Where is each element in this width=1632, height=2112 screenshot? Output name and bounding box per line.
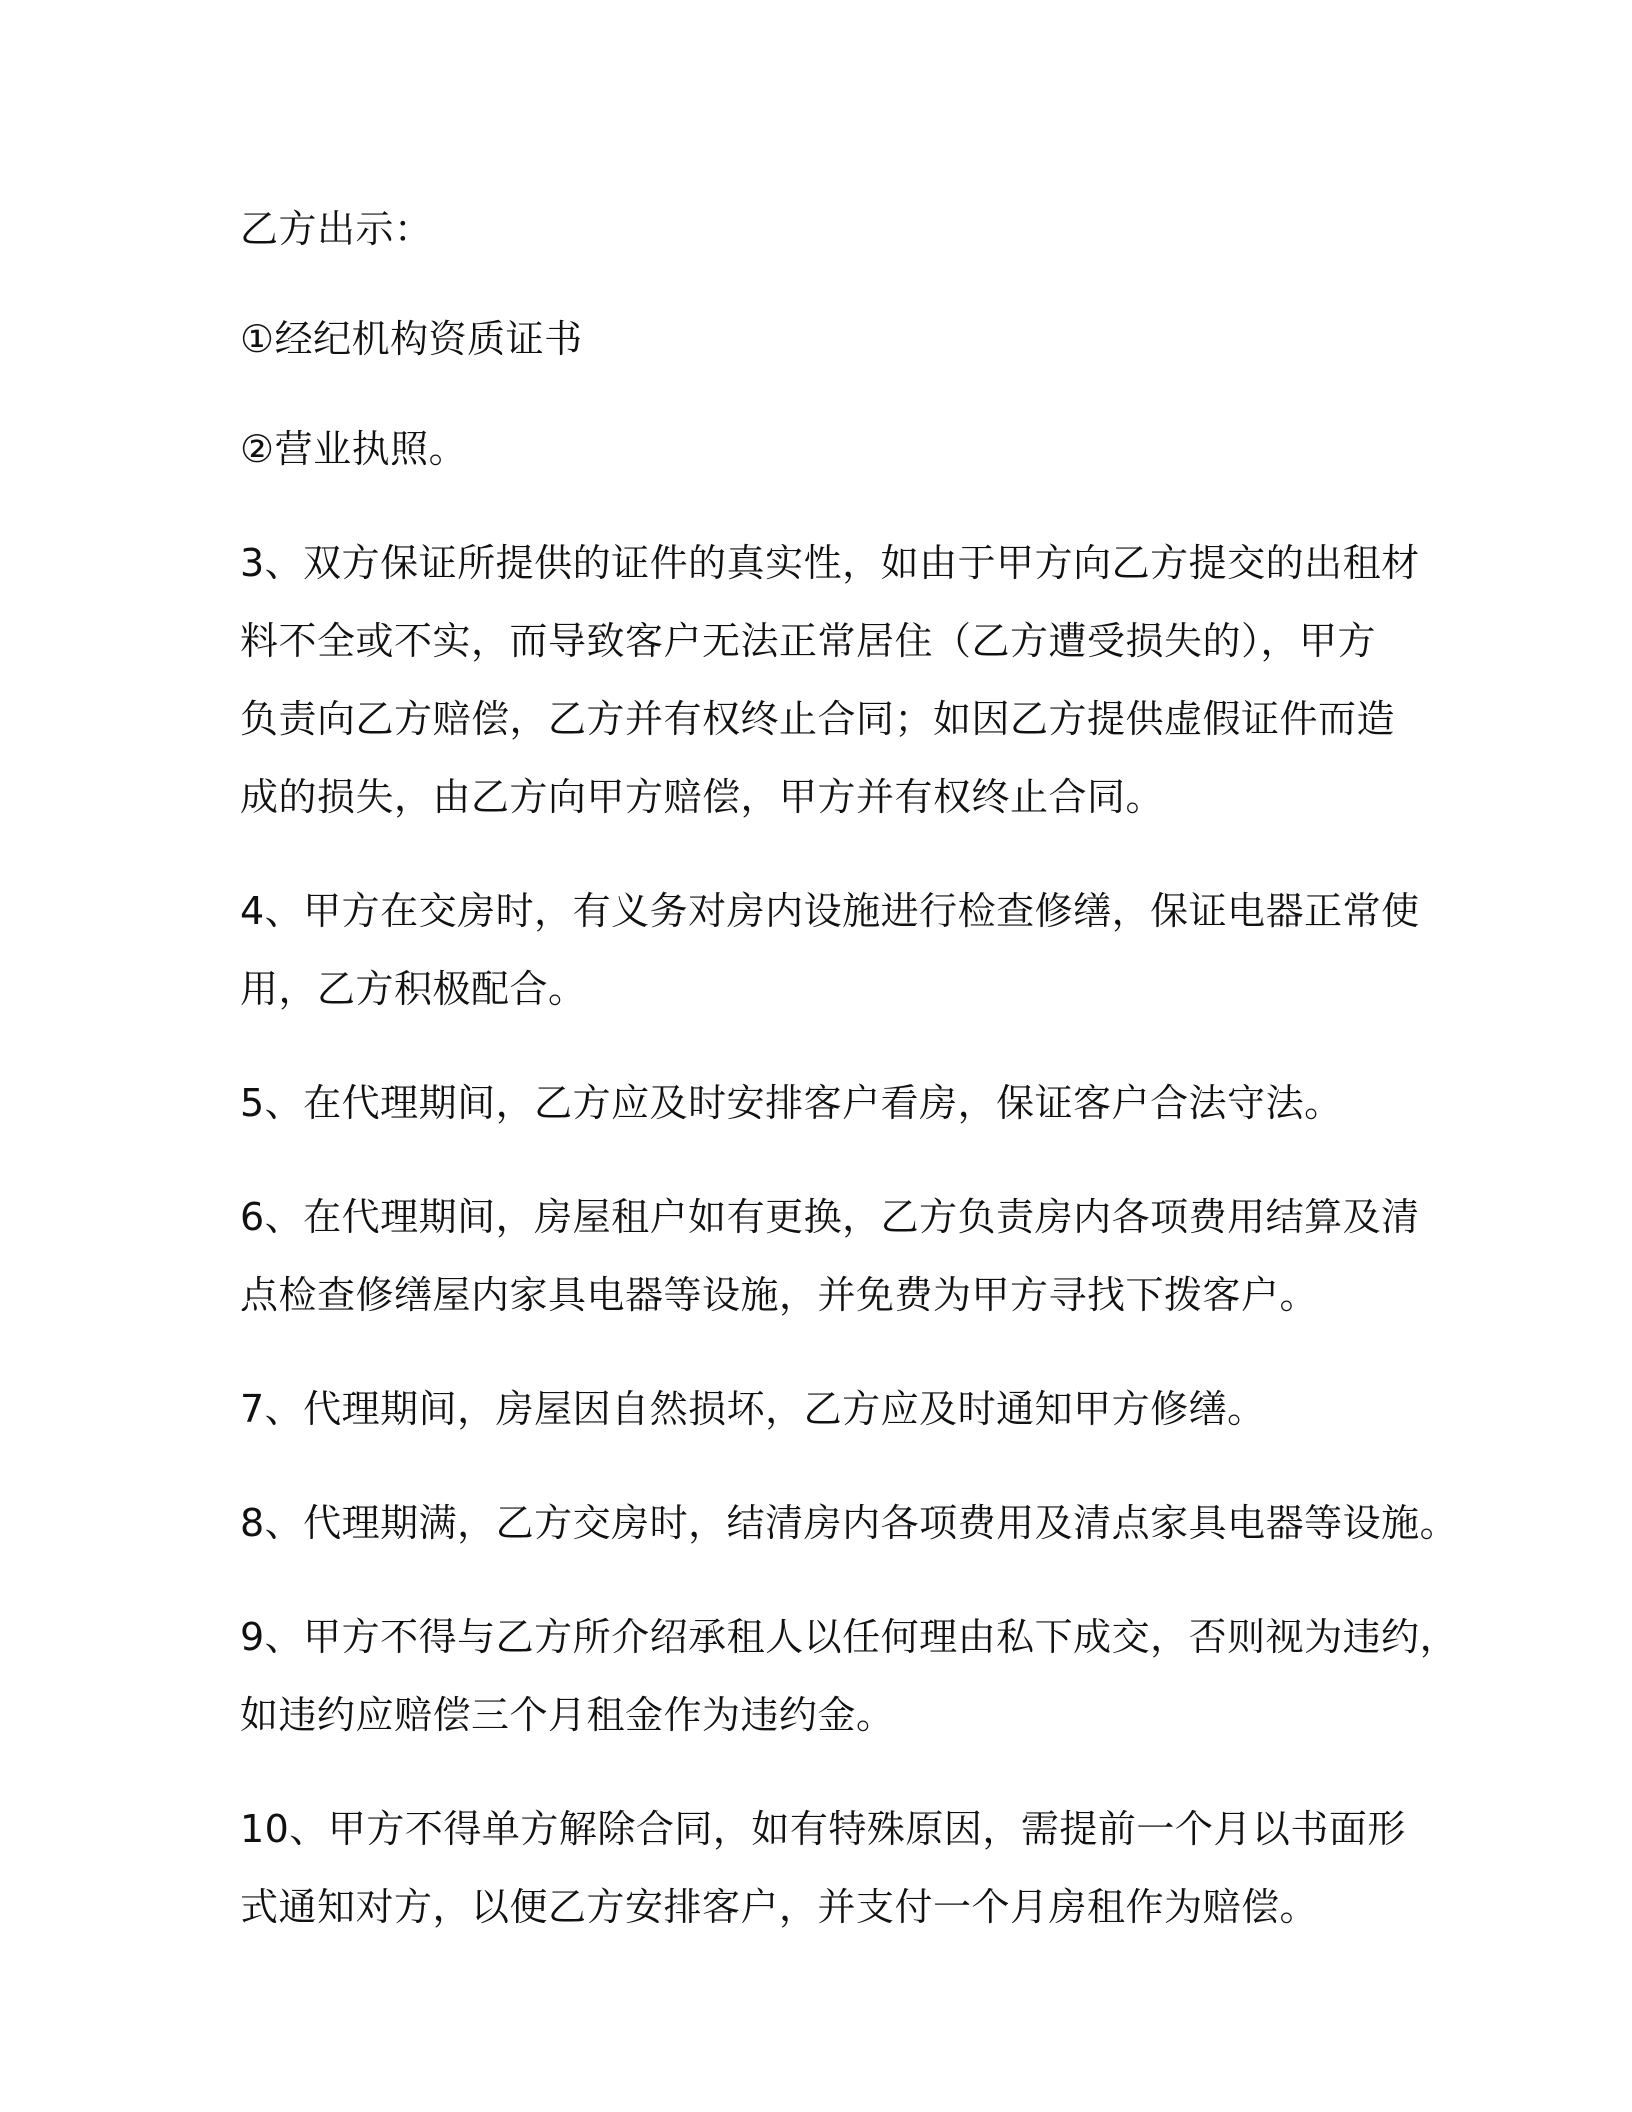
text-line: 点检查修缮屋内家具电器等设施，并免费为甲方寻找下拨客户。	[240, 1273, 1319, 1317]
paragraph-item-1	[240, 300, 1440, 378]
text-line: 用，乙方积极配合。	[240, 967, 587, 1011]
text-line: 10、甲方不得单方解除合同，如有特殊原因，需提前一个月以书面形	[240, 1807, 1406, 1851]
clause-10	[240, 1790, 1440, 1946]
text-line: 式通知对方，以便乙方安排客户，并支付一个月房租作为赔偿。	[240, 1885, 1319, 1929]
clause-9	[240, 1598, 1459, 1754]
text-line: 料不全或不实，而导致客户无法正常居住（乙方遭受损失的），甲方	[240, 619, 1377, 663]
text-line: ①经纪机构资质证书	[240, 317, 583, 361]
text-line: 成的损失，由乙方向甲方赔偿，甲方并有权终止合同。	[240, 775, 1165, 819]
text-line: ②营业执照。	[240, 427, 468, 471]
clause-4	[240, 872, 1440, 1028]
text-line: 负责向乙方赔偿，乙方并有权终止合同；如因乙方提供虚假证件而造	[240, 697, 1396, 741]
text-line: 9、甲方不得与乙方所介绍承租人以任何理由私下成交，否则视为违约，	[240, 1615, 1459, 1659]
clause-7	[240, 1370, 1440, 1448]
text-line: 7、代理期间，房屋因自然损坏，乙方应及时通知甲方修缮。	[240, 1387, 1266, 1431]
clause-8	[240, 1484, 1459, 1562]
text-line: 3、双方保证所提供的证件的真实性，如由于甲方向乙方提交的出租材	[240, 541, 1420, 585]
text-line: 如违约应赔偿三个月租金作为违约金。	[240, 1693, 895, 1737]
text-line: 乙方出示：	[240, 207, 433, 251]
clause-5	[240, 1064, 1440, 1142]
text-line: 5、在代理期间，乙方应及时安排客户看房，保证客户合法守法。	[240, 1081, 1343, 1125]
text-line: 4、甲方在交房时，有义务对房内设施进行检查修缮，保证电器正常使	[240, 889, 1420, 933]
clause-6	[240, 1178, 1440, 1334]
text-line: 6、在代理期间，房屋租户如有更换，乙方负责房内各项费用结算及清	[240, 1195, 1420, 1239]
paragraph-presentation-heading	[240, 190, 1440, 268]
text-line: 8、代理期满，乙方交房时，结清房内各项费用及清点家具电器等设施。	[240, 1501, 1459, 1545]
paragraph-item-2	[240, 410, 1440, 488]
clause-3	[240, 524, 1440, 836]
document-page	[240, 190, 1459, 1946]
